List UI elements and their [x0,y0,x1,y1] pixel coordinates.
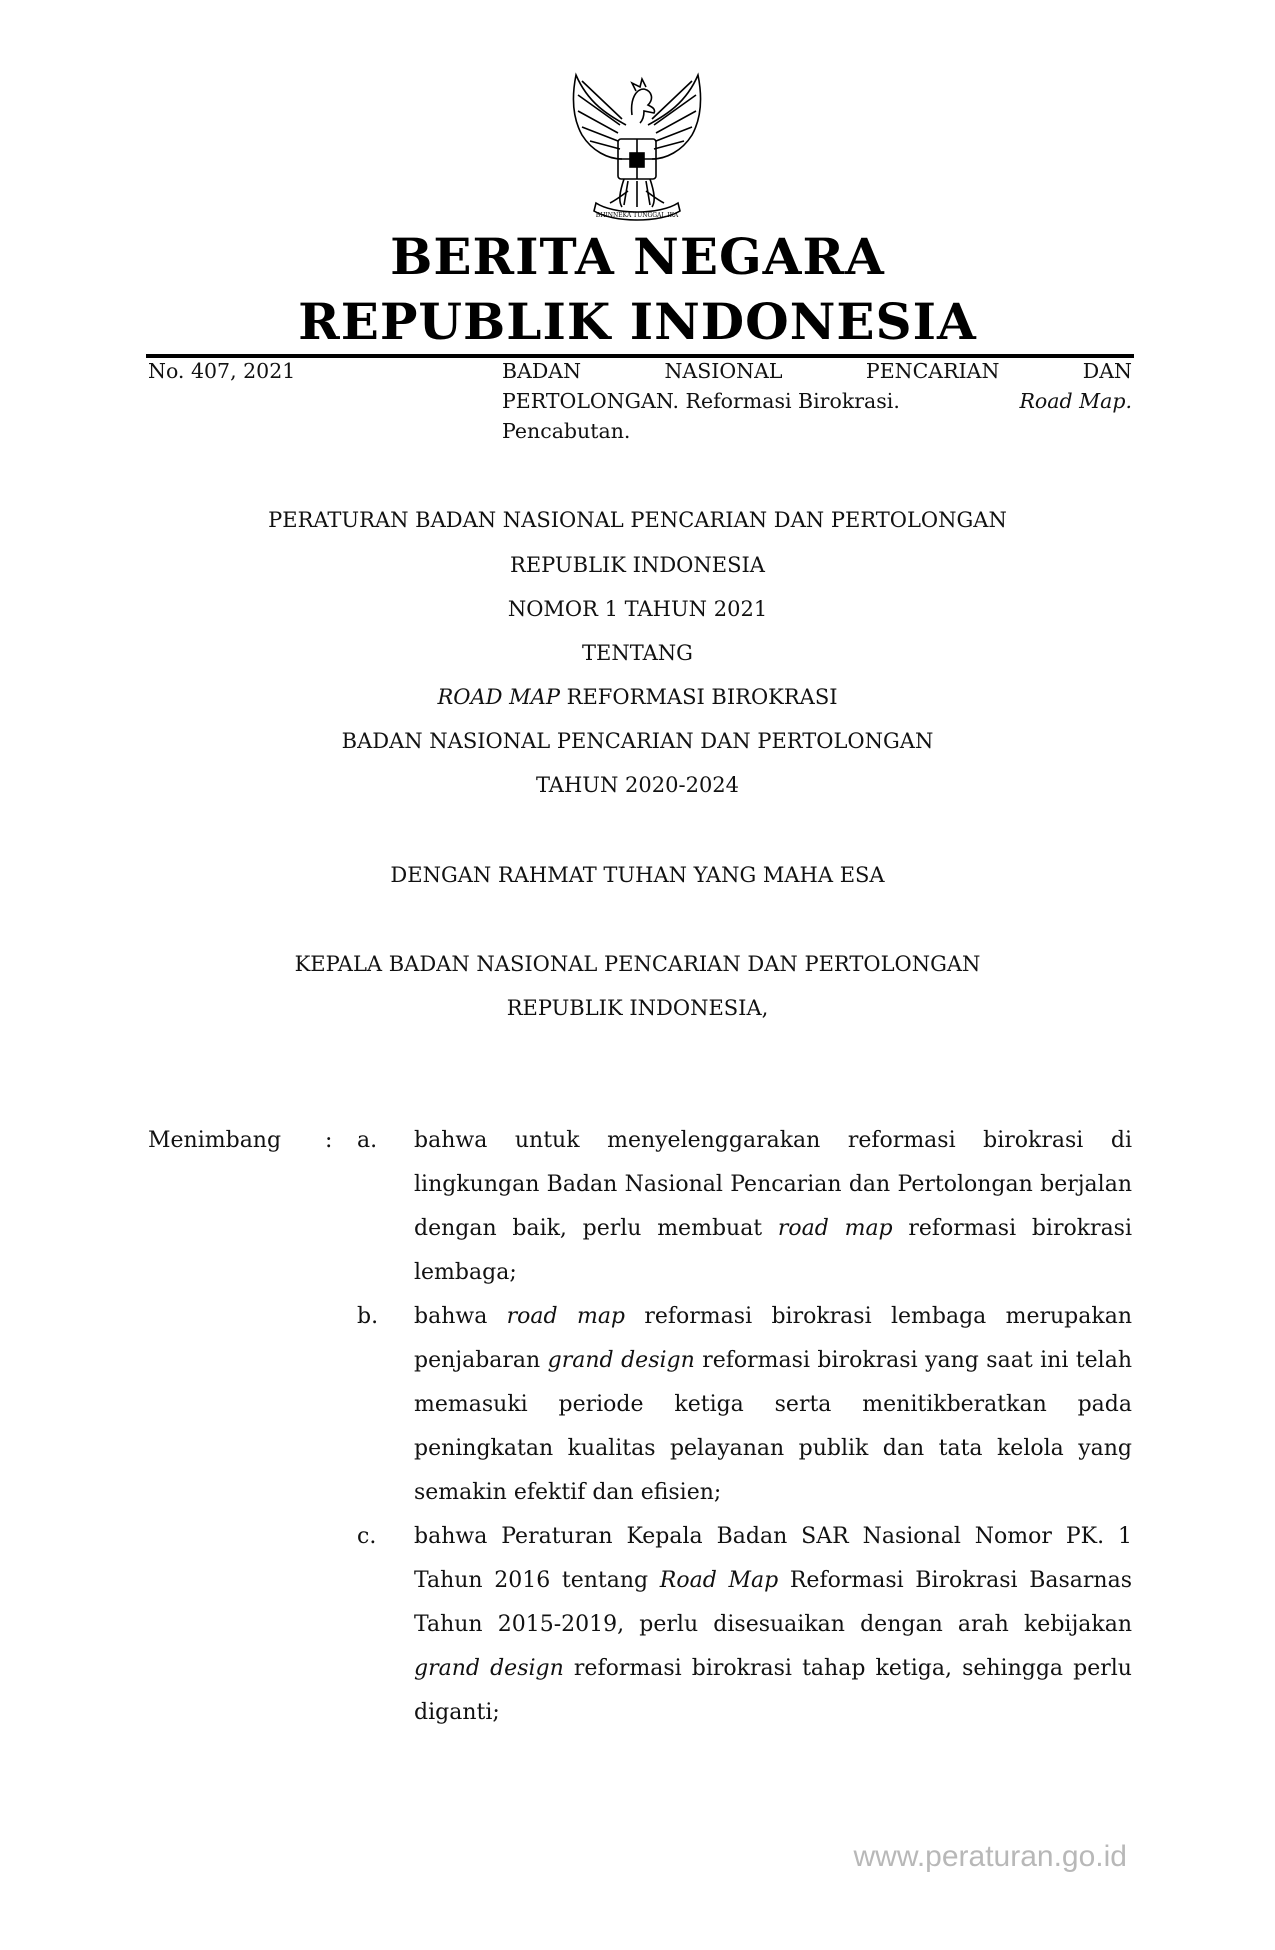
regulation-title-line-1: PERATURAN BADAN NASIONAL PENCARIAN DAN PERTOLONGAN [268,508,1007,532]
item-italic: Road Map [659,1568,779,1593]
topic-italic: ROAD MAP [437,685,560,709]
menimbang-label: Menimbang [148,1128,282,1153]
item-text: reformasi birokrasi lembaga merupakan penjabaran [414,1304,1133,1373]
item-text: Reformasi Birokrasi Basarnas Tahun 2015-2019, perlu disesuaikan dengan arah kebijakan [414,1568,1133,1637]
item-italic: road map [506,1304,626,1329]
subject-word: NASIONAL [664,359,783,383]
kepala-line-2: REPUBLIK INDONESIA, [506,996,769,1020]
regulation-tentang: TENTANG [582,641,693,665]
subject-word: DAN [1082,359,1132,383]
item-text: bahwa [414,1304,507,1329]
consideration-letter: a. [357,1128,378,1153]
consideration-item [414,1515,1132,1735]
subject-line-2 [502,386,1132,416]
item-italic: grand design [414,1656,564,1681]
watermark-link[interactable]: www.peraturan.go.id [853,1840,1127,1873]
menimbang-colon: : [325,1128,333,1153]
masthead-subtitle: REPUBLIK INDONESIA [298,292,977,351]
regulation-topic-line-2: BADAN NASIONAL PENCARIAN DAN PERTOLONGAN [341,729,934,753]
consideration-item [414,1295,1132,1515]
item-text: bahwa Peraturan Kepala Badan SAR Nasional Nomor PK. 1 Tahun 2016 tentang [414,1524,1132,1593]
emblem-motto: BHINNEKA TUNGGAL IKA [595,212,679,219]
subject-word: PENCARIAN [865,359,1000,383]
item-text: reformasi birokrasi lembaga; [414,1216,1133,1285]
garuda-emblem-icon [548,55,726,231]
document-number: No. 407, 2021 [148,359,296,383]
consideration-letter: c. [357,1524,377,1549]
masthead-title: BERITA NEGARA [390,227,885,286]
subject-word: BADAN [502,359,582,383]
topic-text: REFORMASI BIROKRASI [559,685,838,709]
subject-line-1 [502,356,1132,386]
regulation-topic-line-3: TAHUN 2020-2024 [535,773,740,797]
item-text: reformasi birokrasi yang saat ini telah memasuki periode ketiga serta menitikberatkan pada peningkatan kualitas pelayanan publik dan tata kelola yang semakin efektif dan efisien; [414,1348,1132,1505]
subject-line-3: Pencabutan. [502,419,631,443]
document-subject [502,356,1132,446]
item-text: bahwa untuk menyelenggarakan reformasi birokrasi di lingkungan Badan Nasional Pencarian dan Pertolongan berjalan dengan baik, perlu membuat [414,1128,1132,1241]
kepala-line-1: KEPALA BADAN NASIONAL PENCARIAN DAN PERTOLONGAN [294,952,981,976]
regulation-topic-line-1 [0,682,1275,712]
regulation-number: NOMOR 1 TAHUN 2021 [507,597,768,621]
consideration-item [414,1119,1132,1295]
item-italic: grand design [547,1348,695,1373]
regulation-title-line-2: REPUBLIK INDONESIA [510,553,765,577]
item-italic: road map [777,1216,893,1241]
consideration-letter: b. [357,1304,379,1329]
subject-text-italic: Road Map. [1019,389,1132,413]
rahmat-statement: DENGAN RAHMAT TUHAN YANG MAHA ESA [390,863,885,887]
subject-text: PERTOLONGAN. Reformasi Birokrasi. [502,389,900,413]
item-text: reformasi birokrasi tahap ketiga, sehingga perlu diganti; [414,1656,1132,1725]
